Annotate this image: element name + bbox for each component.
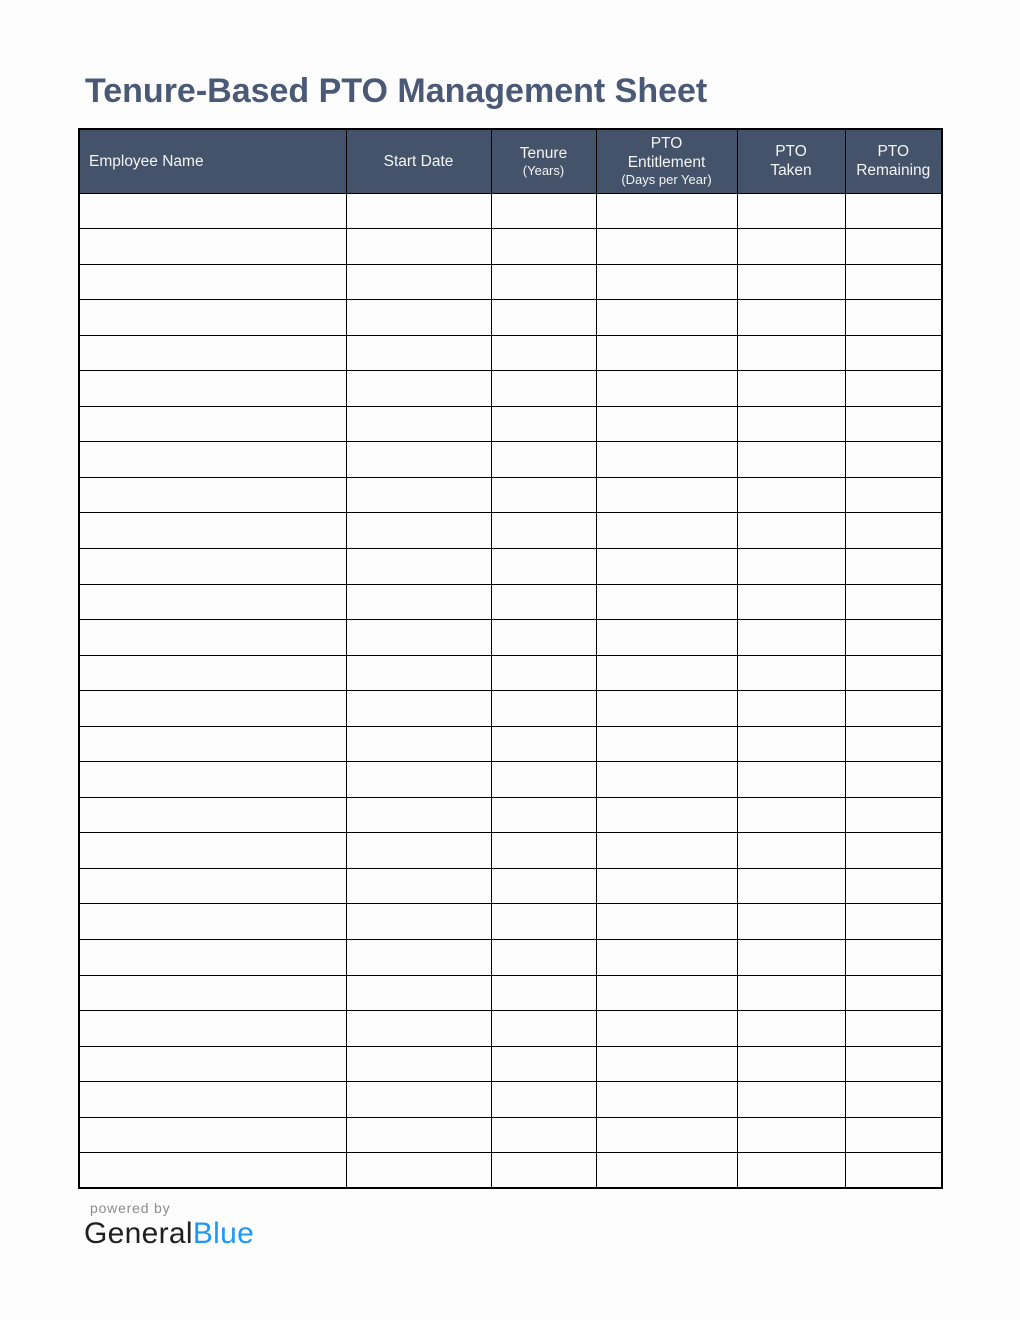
column-header-label: Employee Name xyxy=(89,152,204,170)
empty-cell xyxy=(596,264,737,300)
empty-cell xyxy=(491,655,596,691)
empty-cell xyxy=(596,1046,737,1082)
empty-cell xyxy=(491,442,596,478)
empty-cell xyxy=(596,548,737,584)
empty-cell xyxy=(737,868,845,904)
empty-cell xyxy=(737,1117,845,1153)
empty-cell xyxy=(346,1153,491,1189)
empty-cell xyxy=(79,797,346,833)
empty-cell xyxy=(346,833,491,869)
table-row xyxy=(79,1082,942,1118)
empty-cell xyxy=(346,655,491,691)
empty-cell xyxy=(79,939,346,975)
empty-cell xyxy=(845,1153,942,1189)
empty-cell xyxy=(79,1046,346,1082)
empty-cell xyxy=(346,193,491,229)
empty-cell xyxy=(737,762,845,798)
empty-cell xyxy=(79,442,346,478)
empty-cell xyxy=(737,584,845,620)
empty-cell xyxy=(596,655,737,691)
empty-cell xyxy=(79,513,346,549)
column-header-label: Remaining xyxy=(856,162,931,180)
empty-cell xyxy=(79,300,346,336)
empty-cell xyxy=(346,726,491,762)
empty-cell xyxy=(845,691,942,727)
empty-cell xyxy=(79,477,346,513)
empty-cell xyxy=(491,975,596,1011)
table-row xyxy=(79,1153,942,1189)
empty-cell xyxy=(737,371,845,407)
empty-cell xyxy=(596,513,737,549)
empty-cell xyxy=(845,939,942,975)
pto-table xyxy=(78,128,943,1189)
empty-cell xyxy=(491,229,596,265)
empty-cell xyxy=(491,1011,596,1047)
empty-cell xyxy=(346,371,491,407)
empty-cell xyxy=(79,1011,346,1047)
empty-cell xyxy=(845,1046,942,1082)
column-header-start-date xyxy=(346,129,491,193)
empty-cell xyxy=(737,1082,845,1118)
empty-cell xyxy=(596,229,737,265)
empty-cell xyxy=(346,229,491,265)
empty-cell xyxy=(346,691,491,727)
empty-cell xyxy=(737,939,845,975)
empty-cell xyxy=(596,371,737,407)
table-row xyxy=(79,264,942,300)
empty-cell xyxy=(346,442,491,478)
empty-cell xyxy=(79,229,346,265)
empty-cell xyxy=(845,513,942,549)
empty-cell xyxy=(79,655,346,691)
empty-cell xyxy=(596,406,737,442)
empty-cell xyxy=(737,620,845,656)
empty-cell xyxy=(845,442,942,478)
empty-cell xyxy=(79,406,346,442)
empty-cell xyxy=(346,477,491,513)
column-header-employee-name xyxy=(79,129,346,193)
empty-cell xyxy=(737,904,845,940)
table-row xyxy=(79,442,942,478)
empty-cell xyxy=(596,1082,737,1118)
empty-cell xyxy=(491,762,596,798)
column-header-label: PTO xyxy=(650,135,683,153)
empty-cell xyxy=(737,691,845,727)
empty-cell xyxy=(491,406,596,442)
empty-cell xyxy=(346,797,491,833)
empty-cell xyxy=(79,620,346,656)
empty-cell xyxy=(346,548,491,584)
empty-cell xyxy=(737,513,845,549)
empty-cell xyxy=(737,335,845,371)
brand-logo xyxy=(84,1214,254,1254)
table-row xyxy=(79,655,942,691)
empty-cell xyxy=(845,1117,942,1153)
empty-cell xyxy=(845,620,942,656)
table-header-row xyxy=(79,129,942,193)
empty-cell xyxy=(491,1117,596,1153)
empty-cell xyxy=(845,371,942,407)
column-header-tenure xyxy=(491,129,596,193)
empty-cell xyxy=(79,584,346,620)
empty-cell xyxy=(596,726,737,762)
empty-cell xyxy=(596,939,737,975)
empty-cell xyxy=(79,264,346,300)
empty-cell xyxy=(491,1153,596,1189)
empty-cell xyxy=(491,513,596,549)
page-title: Tenure-Based PTO Management Sheet xyxy=(85,72,708,110)
table-row xyxy=(79,584,942,620)
column-header-label: Entitlement xyxy=(627,154,706,172)
empty-cell xyxy=(737,300,845,336)
empty-cell xyxy=(845,477,942,513)
empty-cell xyxy=(845,833,942,869)
column-header-label: Tenure xyxy=(519,144,568,162)
empty-cell xyxy=(737,1046,845,1082)
empty-cell xyxy=(491,300,596,336)
empty-cell xyxy=(737,442,845,478)
empty-cell xyxy=(346,406,491,442)
empty-cell xyxy=(491,904,596,940)
table-row xyxy=(79,620,942,656)
table-row xyxy=(79,300,942,336)
table-row xyxy=(79,193,942,229)
empty-cell xyxy=(596,584,737,620)
empty-cell xyxy=(491,833,596,869)
empty-cell xyxy=(845,548,942,584)
table-row xyxy=(79,477,942,513)
empty-cell xyxy=(596,193,737,229)
empty-cell xyxy=(596,1011,737,1047)
empty-cell xyxy=(845,300,942,336)
empty-cell xyxy=(346,1117,491,1153)
empty-cell xyxy=(596,1117,737,1153)
column-header-pto-taken xyxy=(737,129,845,193)
table-row xyxy=(79,335,942,371)
empty-cell xyxy=(491,1046,596,1082)
empty-cell xyxy=(79,1082,346,1118)
empty-cell xyxy=(737,833,845,869)
empty-cell xyxy=(346,1011,491,1047)
empty-cell xyxy=(596,975,737,1011)
empty-cell xyxy=(491,939,596,975)
empty-cell xyxy=(346,335,491,371)
empty-cell xyxy=(79,904,346,940)
column-header-label: Taken xyxy=(770,162,812,180)
empty-cell xyxy=(491,620,596,656)
empty-cell xyxy=(737,229,845,265)
table-row xyxy=(79,939,942,975)
table-row xyxy=(79,797,942,833)
table-row xyxy=(79,691,942,727)
empty-cell xyxy=(491,264,596,300)
table-row xyxy=(79,229,942,265)
empty-cell xyxy=(79,975,346,1011)
empty-cell xyxy=(737,406,845,442)
empty-cell xyxy=(737,548,845,584)
powered-by-label: powered by xyxy=(90,1200,171,1216)
empty-cell xyxy=(596,868,737,904)
empty-cell xyxy=(491,691,596,727)
empty-cell xyxy=(596,620,737,656)
table-row xyxy=(79,1011,942,1047)
empty-cell xyxy=(346,620,491,656)
table-row xyxy=(79,868,942,904)
table-row xyxy=(79,833,942,869)
empty-cell xyxy=(845,904,942,940)
empty-cell xyxy=(845,975,942,1011)
empty-cell xyxy=(346,939,491,975)
empty-cell xyxy=(346,975,491,1011)
empty-cell xyxy=(346,584,491,620)
column-header-label: PTO xyxy=(877,143,910,161)
empty-cell xyxy=(845,655,942,691)
empty-cell xyxy=(596,335,737,371)
empty-cell xyxy=(79,335,346,371)
empty-cell xyxy=(79,833,346,869)
column-header-label: Start Date xyxy=(383,152,454,170)
column-header-pto-remaining xyxy=(845,129,942,193)
empty-cell xyxy=(845,264,942,300)
empty-cell xyxy=(79,193,346,229)
empty-cell xyxy=(596,904,737,940)
empty-cell xyxy=(79,691,346,727)
empty-cell xyxy=(737,477,845,513)
empty-cell xyxy=(491,548,596,584)
empty-cell xyxy=(79,371,346,407)
empty-cell xyxy=(346,1082,491,1118)
empty-cell xyxy=(79,1153,346,1189)
table-row xyxy=(79,371,942,407)
empty-cell xyxy=(491,477,596,513)
empty-cell xyxy=(491,1082,596,1118)
column-header-label: PTO xyxy=(775,143,807,161)
empty-cell xyxy=(79,868,346,904)
empty-cell xyxy=(346,1046,491,1082)
empty-cell xyxy=(596,797,737,833)
empty-cell xyxy=(596,477,737,513)
table-row xyxy=(79,406,942,442)
empty-cell xyxy=(845,584,942,620)
empty-cell xyxy=(737,264,845,300)
empty-cell xyxy=(845,726,942,762)
table-row xyxy=(79,513,942,549)
column-header-sublabel: (Years) xyxy=(522,162,565,178)
empty-cell xyxy=(737,1011,845,1047)
empty-cell xyxy=(737,797,845,833)
empty-cell xyxy=(737,655,845,691)
table-row xyxy=(79,548,942,584)
empty-cell xyxy=(491,335,596,371)
empty-cell xyxy=(845,1011,942,1047)
table-row xyxy=(79,726,942,762)
empty-cell xyxy=(596,1153,737,1189)
empty-cell xyxy=(346,513,491,549)
empty-cell xyxy=(845,193,942,229)
table-row xyxy=(79,904,942,940)
empty-cell xyxy=(596,300,737,336)
table-row xyxy=(79,1046,942,1082)
empty-cell xyxy=(737,975,845,1011)
empty-cell xyxy=(491,726,596,762)
empty-cell xyxy=(737,193,845,229)
table-row xyxy=(79,1117,942,1153)
empty-cell xyxy=(596,833,737,869)
empty-cell xyxy=(845,335,942,371)
empty-cell xyxy=(346,762,491,798)
empty-cell xyxy=(737,1153,845,1189)
brand-logo-blue: Blue xyxy=(192,1217,255,1250)
table-row xyxy=(79,975,942,1011)
empty-cell xyxy=(346,868,491,904)
empty-cell xyxy=(79,726,346,762)
empty-cell xyxy=(737,726,845,762)
empty-cell xyxy=(491,371,596,407)
empty-cell xyxy=(596,691,737,727)
empty-cell xyxy=(845,406,942,442)
empty-cell xyxy=(79,762,346,798)
empty-cell xyxy=(596,762,737,798)
empty-cell xyxy=(346,904,491,940)
empty-cell xyxy=(491,584,596,620)
empty-cell xyxy=(491,797,596,833)
column-header-sublabel: (Days per Year) xyxy=(621,172,712,188)
empty-cell xyxy=(79,548,346,584)
empty-cell xyxy=(346,300,491,336)
empty-cell xyxy=(845,868,942,904)
empty-cell xyxy=(491,868,596,904)
empty-cell xyxy=(491,193,596,229)
column-header-pto-entitlement xyxy=(596,129,737,193)
empty-cell xyxy=(845,229,942,265)
empty-cell xyxy=(346,264,491,300)
brand-logo-general: General xyxy=(84,1217,193,1250)
empty-cell xyxy=(79,1117,346,1153)
empty-cell xyxy=(845,1082,942,1118)
table-row xyxy=(79,762,942,798)
empty-cell xyxy=(845,762,942,798)
empty-cell xyxy=(845,797,942,833)
empty-cell xyxy=(596,442,737,478)
